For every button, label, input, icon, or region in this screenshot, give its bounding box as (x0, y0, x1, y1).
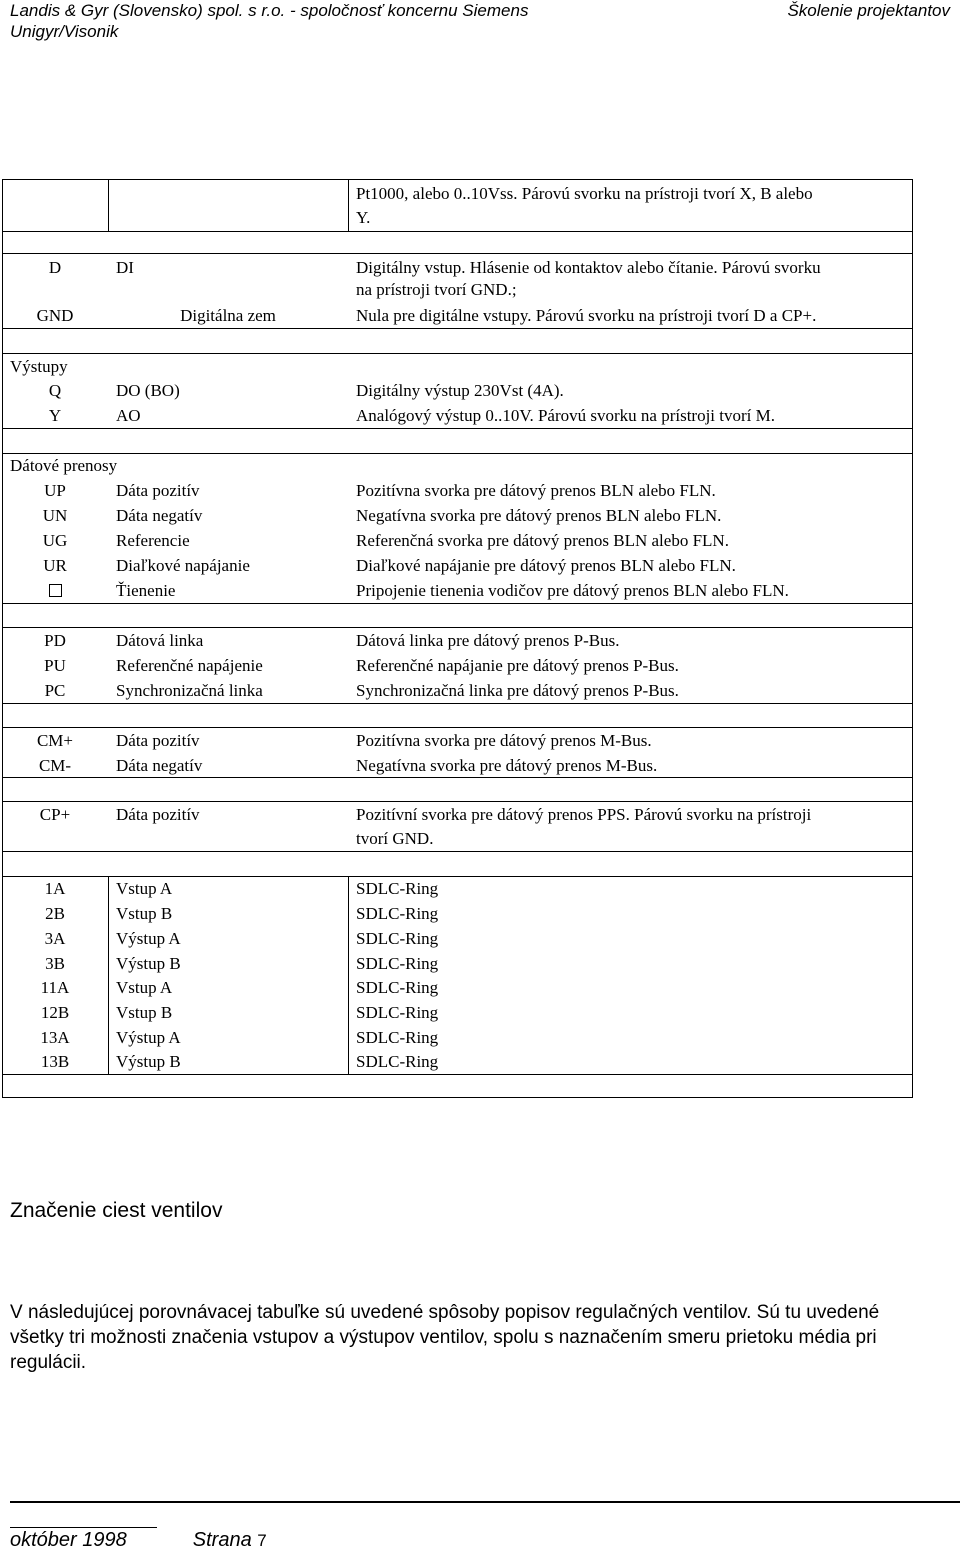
terminal-code (2, 579, 108, 603)
row-description: SDLC-Ring (356, 1052, 439, 1071)
row-description: Diaľkové napájanie pre dátový prenos BLN alebo FLN. (356, 556, 736, 575)
terminal-name: DI (116, 258, 134, 277)
row-description: Referenčné napájanie pre dátový prenos P-Bus. (356, 656, 679, 675)
terminal-code: 13B (40, 1052, 70, 1071)
footer-date: október 1998 (10, 1529, 127, 1551)
row-description: Y. (356, 208, 371, 227)
terminal-code: 2B (45, 904, 65, 923)
terminal-name: Výstup A (116, 929, 181, 948)
terminal-code: Y (48, 406, 62, 425)
terminal-code: Q (48, 381, 62, 400)
terminal-code: 1A (44, 879, 66, 898)
terminal-name: DO (BO) (116, 381, 180, 400)
row-description: Pozitívna svorka pre dátový prenos BLN alebo FLN. (356, 481, 716, 500)
terminal-name: Výstup B (116, 954, 181, 973)
section-label-outputs: Výstupy (10, 357, 68, 376)
column-divider-1 (108, 876, 109, 1074)
column-divider-2 (348, 179, 349, 231)
row-description: Pt1000, alebo 0..10Vss. Párovú svorku na prístroji tvorí X, B alebo (356, 184, 813, 203)
row-description: Pripojenie tienenia vodičov pre dátový prenos BLN alebo FLN. (356, 581, 789, 600)
terminal-name: Výstup A (116, 1028, 181, 1047)
terminal-name: Vstup A (116, 879, 173, 898)
terminal-name: Výstup B (116, 1052, 181, 1071)
column-divider-2 (348, 876, 349, 1074)
table-border-bottom (2, 1097, 913, 1098)
row-description: Negatívna svorka pre dátový prenos M-Bus. (356, 756, 658, 775)
row-description: Negatívna svorka pre dátový prenos BLN alebo FLN. (356, 506, 722, 525)
checkbox-icon (49, 584, 62, 597)
terminal-name: Synchronizačná linka (116, 681, 263, 700)
row-description: Dátová linka pre dátový prenos P-Bus. (356, 631, 620, 650)
terminal-code: 3A (44, 929, 66, 948)
table-separator (2, 328, 913, 329)
row-description: Digitálny výstup 230Vst (4A). (356, 381, 564, 400)
row-description: SDLC-Ring (356, 978, 439, 997)
terminal-code: 3B (45, 954, 65, 973)
terminal-code: CP+ (39, 805, 71, 824)
footer-page-label: Strana (192, 1529, 252, 1551)
terminal-name: Dátová linka (116, 631, 204, 650)
row-description: Pozitívna svorka pre dátový prenos M-Bus. (356, 731, 652, 750)
terminal-name: Diaľkové napájanie (116, 556, 250, 575)
table-separator (2, 703, 913, 704)
header-course: Školenie projektantov (787, 1, 950, 20)
section-label-data-transfers: Dátové prenosy (10, 456, 118, 475)
row-description: SDLC-Ring (356, 879, 439, 898)
terminal-name: Vstup B (116, 904, 173, 923)
row-description: Synchronizačná linka pre dátový prenos P-Bus. (356, 681, 679, 700)
terminal-name: Referenčné napájenie (116, 656, 263, 675)
row-description: Analógový výstup 0..10V. Párovú svorku na prístroji tvorí M. (356, 406, 776, 425)
terminal-code: 12B (40, 1003, 70, 1022)
table-separator (2, 801, 913, 802)
footer-page-number: 7 (257, 1531, 267, 1550)
terminal-code: 11A (40, 978, 70, 997)
row-description: tvorí GND. (356, 829, 434, 848)
table-border-top (2, 179, 913, 180)
row-description: SDLC-Ring (356, 904, 439, 923)
table-separator (2, 353, 913, 354)
terminal-code: D (48, 258, 62, 277)
terminal-name: Digitálna zem (180, 306, 276, 325)
footer-rule (10, 1501, 960, 1503)
terminal-code: CM- (38, 756, 72, 775)
terminal-code: 13A (40, 1028, 70, 1047)
row-description: na prístroji tvorí GND.; (356, 280, 517, 299)
terminal-name: Ťienenie (116, 581, 176, 600)
terminal-code: PU (44, 656, 66, 675)
table-separator (2, 1074, 913, 1075)
terminal-name: Dáta negatív (116, 756, 203, 775)
row-description: Digitálny vstup. Hlásenie od kontaktov alebo čítanie. Párovú svorku (356, 258, 821, 277)
terminal-code: GND (36, 306, 74, 325)
table-separator (2, 851, 913, 852)
header-product: Unigyr/Visonik (10, 22, 119, 41)
row-description: SDLC-Ring (356, 1003, 439, 1022)
table-border-right (912, 179, 913, 1097)
table-separator (2, 253, 913, 254)
terminal-code: UP (44, 481, 66, 500)
terminal-code: UR (43, 556, 67, 575)
table-separator (2, 453, 913, 454)
section-title: Značenie ciest ventilov (10, 1199, 223, 1222)
row-description: Nula pre digitálne vstupy. Párovú svorku na prístroji tvorí D a CP+. (356, 306, 817, 325)
row-description: SDLC-Ring (356, 954, 439, 973)
terminal-name: Dáta negatív (116, 506, 203, 525)
terminal-name: AO (116, 406, 141, 425)
table-separator (2, 627, 913, 628)
page-footer (10, 1527, 267, 1554)
row-description: SDLC-Ring (356, 929, 439, 948)
terminal-name: Dáta pozitív (116, 731, 200, 750)
terminal-code: UN (42, 506, 68, 525)
row-description: Pozitívní svorka pre dátový prenos PPS. Párovú svorku na prístroji (356, 805, 812, 824)
header-company: Landis & Gyr (Slovensko) spol. s r.o. - spoločnosť koncernu Siemens (10, 1, 529, 20)
terminal-code: PC (44, 681, 66, 700)
table-separator (2, 428, 913, 429)
row-description: SDLC-Ring (356, 1028, 439, 1047)
terminal-name: Dáta pozitív (116, 481, 200, 500)
table-separator (2, 727, 913, 728)
table-separator (2, 603, 913, 604)
row-description: Referenčná svorka pre dátový prenos BLN alebo FLN. (356, 531, 729, 550)
terminal-name: Vstup A (116, 978, 173, 997)
table-separator (2, 231, 913, 232)
column-divider-1 (108, 179, 109, 231)
terminal-name: Vstup B (116, 1003, 173, 1022)
terminal-code: UG (42, 531, 68, 550)
terminal-code: PD (44, 631, 66, 650)
section-paragraph: V následujúcej porovnávacej tabuľke sú uvedené spôsoby popisov regulačných ventilov. Sú tu uvedené všetky tri možnosti značenia vstupov a výstupov ventilov, spolu s naznačením smeru prietoku média pri regulácii. (10, 1302, 880, 1373)
terminal-name: Dáta pozitív (116, 805, 200, 824)
terminal-code: CM+ (36, 731, 74, 750)
terminal-name: Referencie (116, 531, 190, 550)
